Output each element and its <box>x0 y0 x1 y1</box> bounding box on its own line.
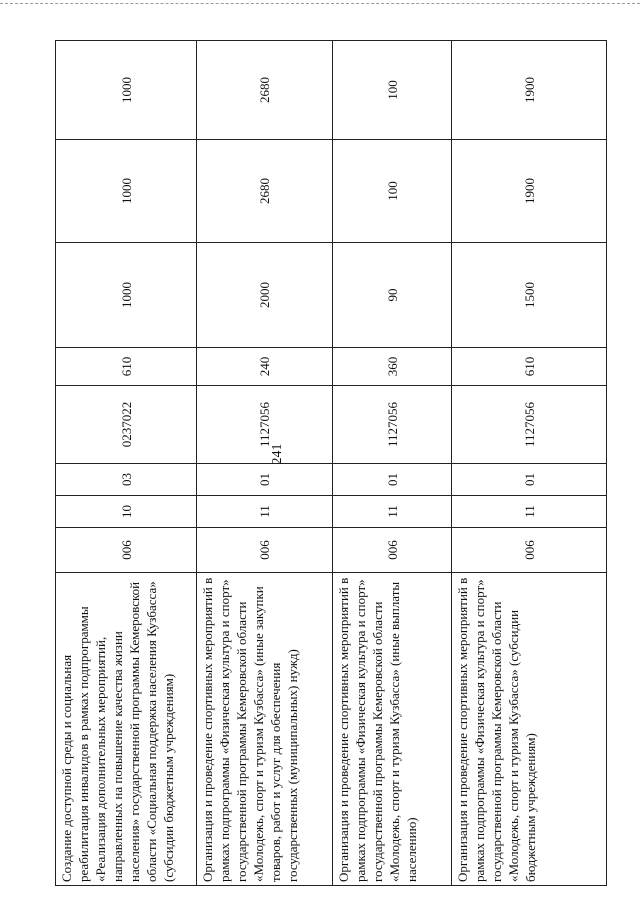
amount-3: 1900 <box>452 41 607 140</box>
expense-type-code: 610 <box>56 348 197 386</box>
amount-2: 1000 <box>56 140 197 243</box>
ministry-code: 006 <box>452 528 607 573</box>
top-dashed-line <box>0 3 640 4</box>
amount-3: 1000 <box>56 41 197 140</box>
amount-1: 2000 <box>197 243 333 348</box>
target-code: 1127056 <box>452 386 607 464</box>
expense-type-code: 360 <box>333 348 452 386</box>
ministry-code: 006 <box>56 528 197 573</box>
table-row <box>56 41 197 886</box>
amount-3: 2680 <box>197 41 333 140</box>
rotated-table-wrapper <box>55 41 606 886</box>
section-code: 11 <box>197 496 333 528</box>
amount-3: 100 <box>333 41 452 140</box>
amount-2: 2680 <box>197 140 333 243</box>
row-description: Организация и проведение спортивных мероприятий в рамках подпрограммы «Физическая культура и спорт» государственной программы Кемеровской области «Молодежь, спорт и туризм Кузбасса» (иные закупки товаров, работ и услуг для обеспечения государственных (муниципальных) нужд) <box>197 573 333 886</box>
budget-table <box>55 40 607 886</box>
row-description: Создание доступной среды и социальная реабилитация инвалидов в рамках подпрограммы «Реализация дополнительных мероприятий, направленных на повышение качества жизни населения» государственной программы Кемеровской области «Социальная поддержка населения Кузбасса» (субсидии бюджетным учреждениям) <box>56 573 197 886</box>
amount-1: 90 <box>333 243 452 348</box>
target-code: 1127056 <box>197 386 333 464</box>
table-row <box>452 41 607 886</box>
row-description: Организация и проведение спортивных мероприятий в рамках подпрограммы «Физическая культура и спорт» государственной программы Кемеровской области «Молодежь, спорт и туризм Кузбасса» (субсидии бюджетным учреждениям) <box>452 573 607 886</box>
section-code: 11 <box>452 496 607 528</box>
section-code: 11 <box>333 496 452 528</box>
subsection-code: 01 <box>197 464 333 496</box>
subsection-code: 01 <box>333 464 452 496</box>
amount-2: 100 <box>333 140 452 243</box>
section-code: 10 <box>56 496 197 528</box>
page-number: 241 <box>270 443 285 465</box>
target-code: 0237022 <box>56 386 197 464</box>
row-description: Организация и проведение спортивных мероприятий в рамках подпрограммы «Физическая культура и спорт» государственной программы Кемеровской области «Молодежь, спорт и туризм Кузбасса» (иные выплаты населению) <box>333 573 452 886</box>
subsection-code: 03 <box>56 464 197 496</box>
amount-2: 1900 <box>452 140 607 243</box>
ministry-code: 006 <box>333 528 452 573</box>
ministry-code: 006 <box>197 528 333 573</box>
target-code: 1127056 <box>333 386 452 464</box>
table-row <box>333 41 452 886</box>
subsection-code: 01 <box>452 464 607 496</box>
table-row <box>197 41 333 886</box>
amount-1: 1000 <box>56 243 197 348</box>
expense-type-code: 240 <box>197 348 333 386</box>
expense-type-code: 610 <box>452 348 607 386</box>
amount-1: 1500 <box>452 243 607 348</box>
